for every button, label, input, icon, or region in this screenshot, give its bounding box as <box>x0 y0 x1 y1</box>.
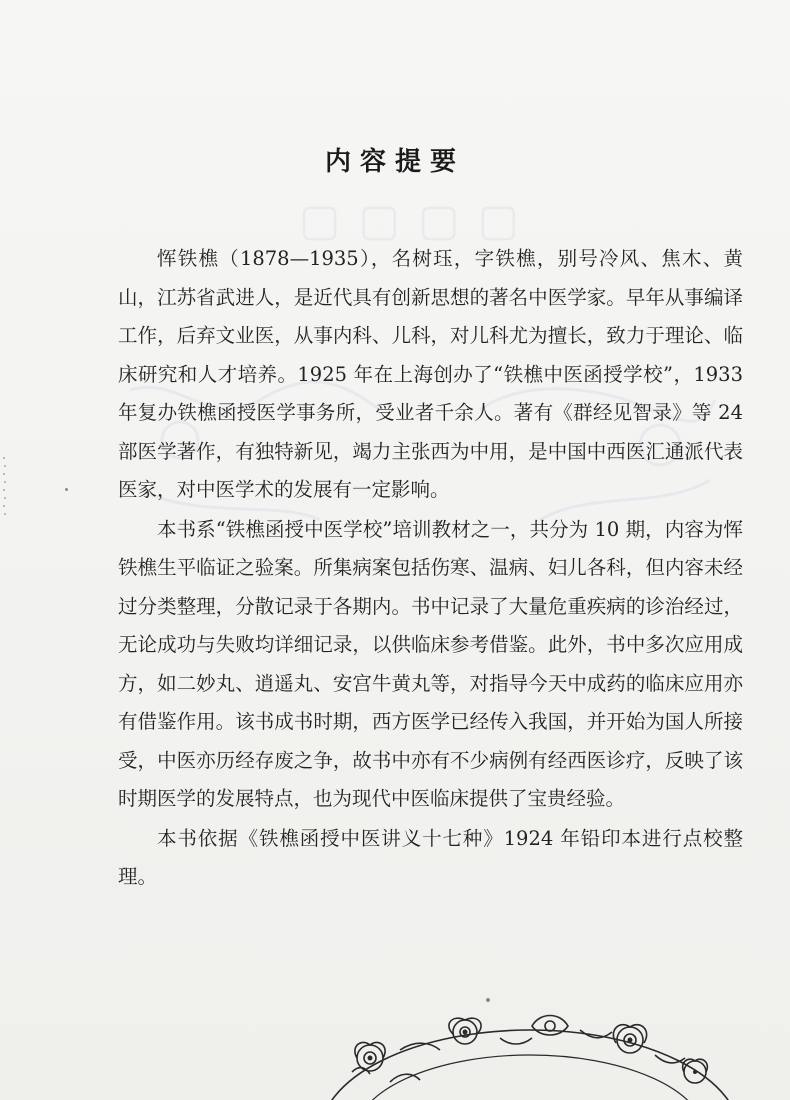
paper-speck <box>486 998 490 1002</box>
bleed-through-watermark: ▢▢▢▢ <box>298 195 538 246</box>
paragraph-source-edition: 本书依据《铁樵函授中医讲义十七种》1924 年铅印本进行点校整理。 <box>118 826 743 888</box>
page-title: 内容提要 <box>324 147 465 178</box>
paper-speck <box>65 488 68 491</box>
floral-plate-ornament <box>300 1010 780 1100</box>
summary-text <box>118 240 743 898</box>
paragraph-book-content: 本书系“铁樵函授中医学校”培训教材之一，共分为 10 期，内容为恽铁樵生平临证之验案。所集病案包括伤寒、温病、妇儿各科，但内容未经过分类整理，分散记录于各期内。书中记录了大量危重疾病的诊治经过，无论成功与失败均详细记录，以供临床参考借鉴。此外，书中多次应用成方，如二妙丸、逍遥丸、安宫牛黄丸等，对指导今天中成药的临床应用亦有借鉴作用。该书成书时期，西方医学已经传入我国，并开始为国人所接受，中医亦历经存废之争，故书中亦有不少病例有经西医诊疗，反映了该时期医学的发展特点，也为现代中医临床提供了宝贵经验。 <box>118 517 743 810</box>
binding-edge-marks <box>2 455 8 525</box>
paragraph-author-bio: 恽铁樵（1878—1935），名树珏，字铁樵，别号冷风、焦木、黄山，江苏省武进人，是近代具有创新思想的著名中医学家。早年从事编译工作，后弃文业医，从事内科、儿科，对儿科尤为擅长，致力于理论、临床研究和人才培养。1925 年在上海创办了“铁樵中医函授学校”，1933 年复办铁樵函授医学事务所，受业者千余人。著有《群经见智录》等 24 部医学著作，有独特新见，竭力主张西为中用，是中国中西医汇通派代表医家，对中医学术的发展有一定影响。 <box>118 247 743 501</box>
